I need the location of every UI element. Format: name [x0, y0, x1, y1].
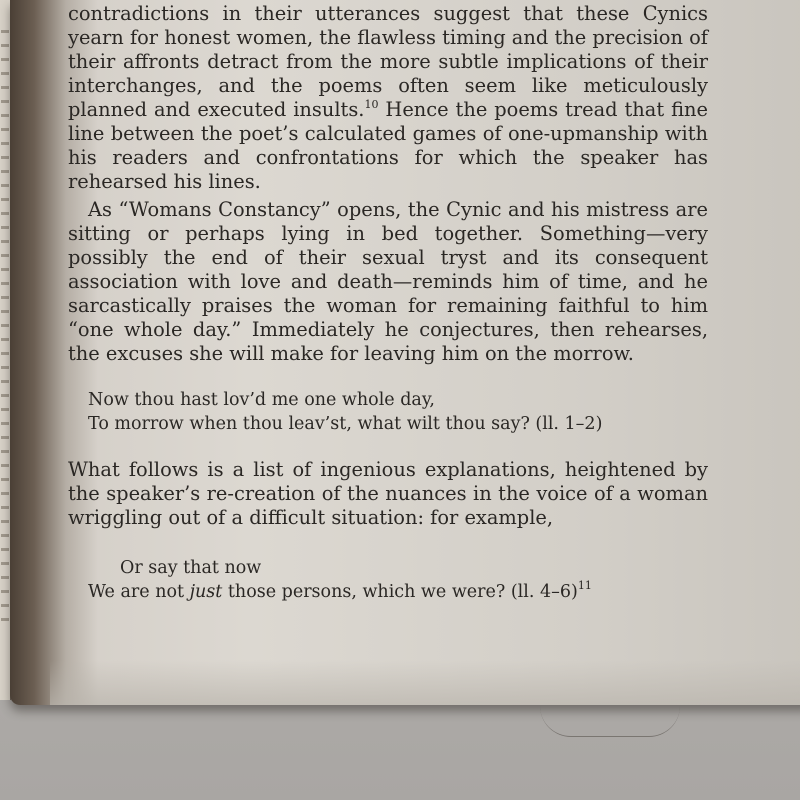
verse-2-line-2 [88, 580, 708, 604]
verse-1-line-1: Now thou hast lov’d me one whole day, [88, 390, 435, 410]
footnote-marker-10: 10 [364, 98, 379, 111]
paragraph-1-continuation: Hence the poems tread that fine line between the poet’s calculated games of one-upmanship with his readers and confrontations for which the speaker has rehearsed his lines. [68, 98, 708, 193]
footnote-marker-11: 11 [577, 579, 592, 592]
paragraph-3: What follows is a list of ingenious explanations, heightened by the speaker’s re-creation of the nuances in the voice of a woman wriggling out of a difficult situation: for example, [68, 458, 708, 529]
paragraph-1-text: contradictions in their utterances suggest that these Cynics yearn for honest women, the flawless timing and the precision of their affronts detract from the more subtle implications of their interchanges, and the poems often seem like meticulously planned and executed insults. [68, 2, 708, 121]
verse-2-line-2-start: We are not [88, 582, 190, 602]
paragraph-1 [68, 2, 708, 194]
verse-2-line-1: Or say that now [120, 558, 262, 578]
verse-1-line-2: To morrow when thou leav’st, what wilt thou say? (ll. 1–2) [88, 414, 603, 434]
page-text [68, 0, 708, 604]
verse-quote-2 [88, 556, 708, 604]
verse-quote-1 [88, 388, 708, 436]
previous-page-text-edge [1, 30, 9, 630]
verse-2-line-2-end: those persons, which we were? (ll. 4–6) [222, 582, 578, 602]
verse-2-italic-word: just [189, 582, 223, 602]
paragraph-2: As “Womans Constancy” opens, the Cynic and his mistress are sitting or perhaps lying in bed together. Something—very possibly the end of their sexual tryst and its consequent association with love and death—reminds him of time, and he sarcastically praises the woman for remaining faithful to him “one whole day.” Immediately he conjectures, then rehearses, the excuses she will make for leaving him on the morrow. [68, 198, 708, 365]
stray-hair [540, 706, 680, 737]
page-bottom-shade [50, 660, 800, 705]
